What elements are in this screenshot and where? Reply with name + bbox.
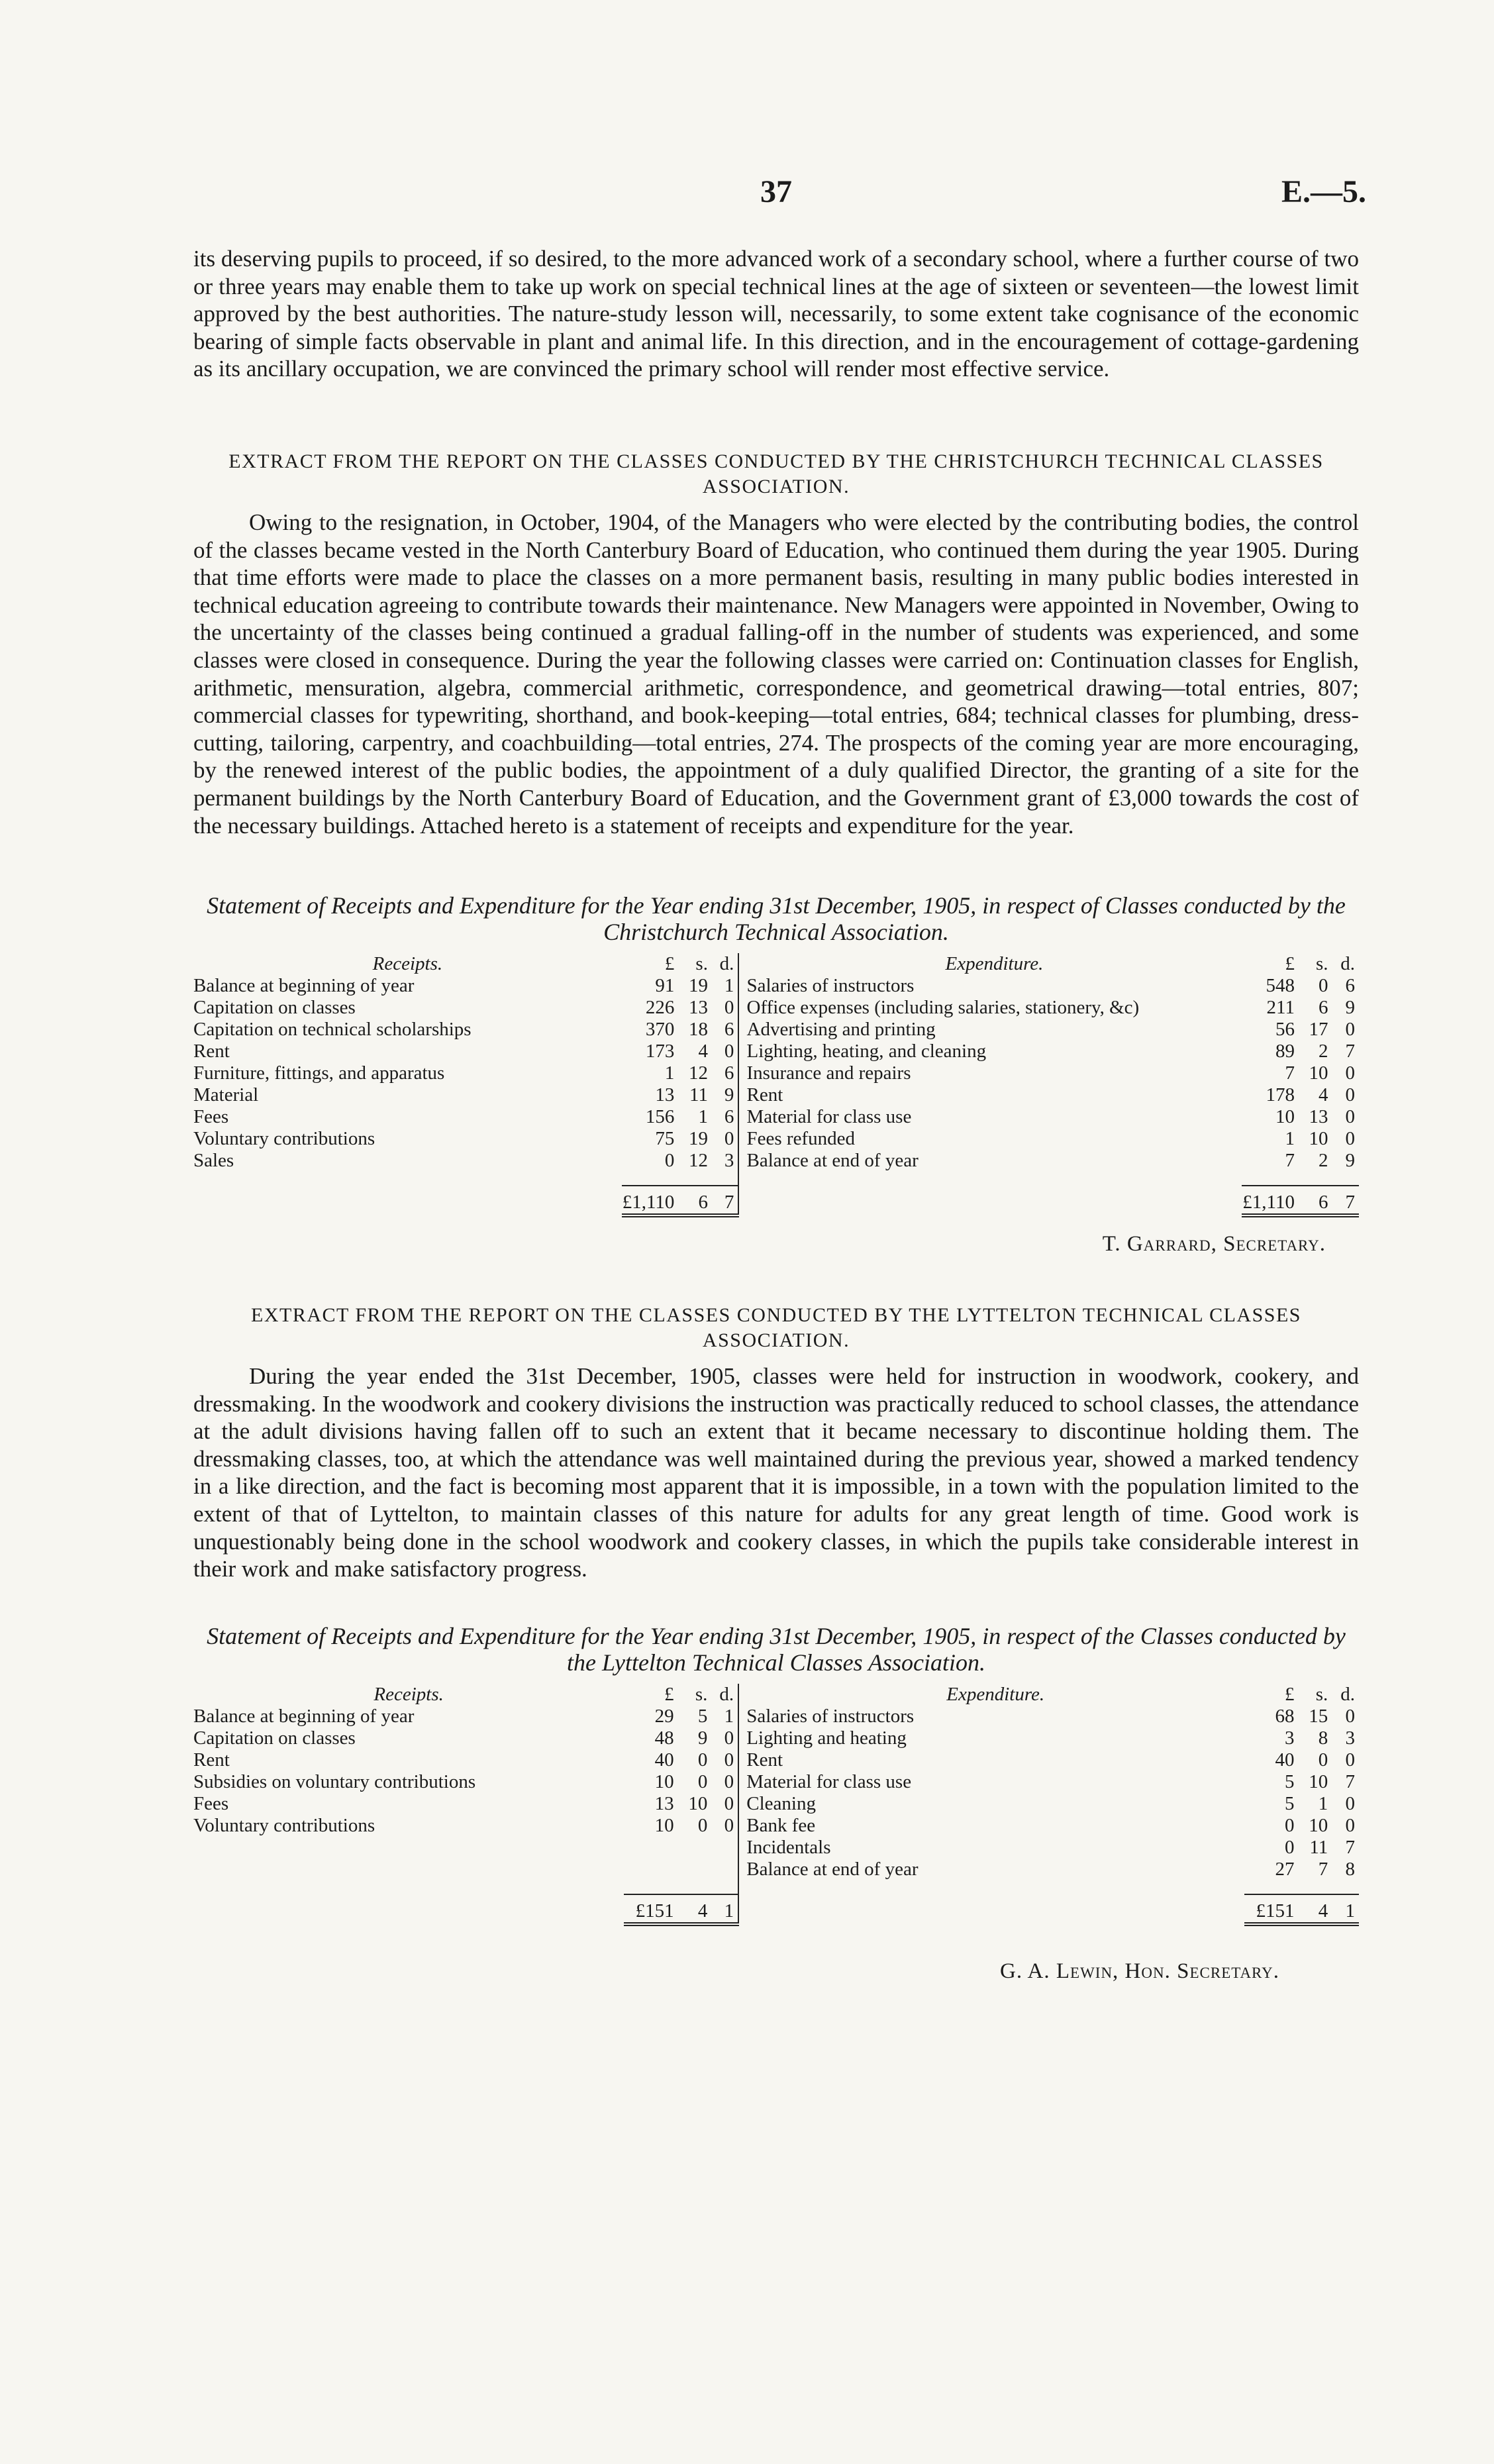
receipt-label: Furniture, fittings, and apparatus xyxy=(193,1062,445,1084)
page-body xyxy=(193,166,1359,1984)
expenditure-label: Salaries of instructors xyxy=(746,975,915,997)
receipt-label: Material xyxy=(193,1084,259,1106)
empty-cell xyxy=(678,1837,712,1859)
receipt-shillings: 12 xyxy=(688,1062,708,1084)
column-separator xyxy=(738,1837,746,1859)
expenditure-total-pence: 7 xyxy=(1332,1186,1359,1215)
receipt-label: Voluntary contributions xyxy=(193,1814,375,1836)
expenditure-total-shillings: 4 xyxy=(1298,1894,1332,1924)
receipt-pounds: 40 xyxy=(654,1749,674,1771)
expenditure-label: Rent xyxy=(746,1084,783,1106)
expenditure-shillings: 6 xyxy=(1319,997,1328,1019)
expenditure-pounds: 68 xyxy=(1275,1705,1295,1727)
receipt-shillings: 18 xyxy=(688,1019,708,1041)
receipt-pence: 0 xyxy=(724,1792,734,1814)
expenditure-pence: 7 xyxy=(1345,1041,1355,1062)
table-row xyxy=(193,1062,1359,1084)
column-separator xyxy=(738,1880,746,1894)
receipt-pence: 0 xyxy=(724,1041,734,1062)
expenditure-label: Cleaning xyxy=(746,1792,816,1814)
expenditure-pounds: 40 xyxy=(1275,1749,1295,1771)
table-row xyxy=(193,1771,1359,1793)
shillings-header: s. xyxy=(1315,953,1328,975)
receipt-pence: 0 xyxy=(724,1128,734,1150)
table-caption-row xyxy=(193,1684,1359,1706)
series-code: E.—5. xyxy=(1281,174,1367,209)
expenditure-label: Lighting, heating, and cleaning xyxy=(746,1041,987,1062)
receipt-pounds: 13 xyxy=(655,1084,675,1106)
expenditure-pounds: 89 xyxy=(1275,1041,1295,1062)
expenditure-shillings: 7 xyxy=(1318,1858,1328,1880)
expenditure-shillings: 0 xyxy=(1319,975,1328,997)
column-separator xyxy=(738,1172,746,1186)
expenditure-label: Material for class use xyxy=(746,1106,912,1128)
expenditure-label: Rent xyxy=(746,1749,783,1771)
expenditure-pence: 7 xyxy=(1345,1771,1355,1792)
receipt-pounds: 226 xyxy=(645,997,675,1019)
receipt-pounds: 1 xyxy=(664,1062,675,1084)
receipt-pounds: 10 xyxy=(654,1814,674,1836)
expenditure-total-pence: 1 xyxy=(1332,1894,1359,1924)
table-row xyxy=(193,1150,1359,1172)
shillings-header: s. xyxy=(695,953,708,975)
expenditure-label: Balance at end of year xyxy=(746,1150,919,1172)
totals-row xyxy=(193,1186,1359,1215)
lyttelton-signatory: G. A. Lewin, Hon. Secretary. xyxy=(1000,1959,1279,1983)
column-separator xyxy=(738,1815,746,1837)
column-separator xyxy=(738,1749,746,1771)
receipts-total-shillings: 4 xyxy=(678,1894,712,1924)
expenditure-label: Advertising and printing xyxy=(746,1019,936,1041)
empty-cell xyxy=(193,1894,624,1924)
spacer-cell xyxy=(193,1172,738,1186)
expenditure-label: Bank fee xyxy=(746,1814,816,1836)
expenditure-pounds: 0 xyxy=(1284,1814,1295,1836)
receipt-pence: 3 xyxy=(724,1150,734,1172)
pounds-header: £ xyxy=(1285,953,1295,975)
lyttelton-statement-title: Statement of Receipts and Expenditure for the Year ending 31st December, 1905, in respect of the Classes conducted by the Lyttelton Technical Classes Association. xyxy=(207,1622,1346,1676)
receipts-total-pence: 7 xyxy=(712,1186,738,1215)
expenditure-label: Salaries of instructors xyxy=(746,1705,915,1727)
expenditure-shillings: 11 xyxy=(1309,1836,1328,1858)
receipt-shillings: 9 xyxy=(697,1727,708,1749)
lyttelton-account-table xyxy=(193,1684,1359,1926)
pence-header: d. xyxy=(719,1683,734,1705)
column-separator xyxy=(738,1062,746,1084)
empty-cell xyxy=(193,1859,624,1880)
table-row xyxy=(193,1837,1359,1859)
column-separator xyxy=(738,1793,746,1815)
expenditure-shillings: 10 xyxy=(1309,1128,1328,1150)
pence-header: d. xyxy=(1340,1683,1355,1705)
spacer-row xyxy=(193,1880,1359,1894)
receipt-label: Sales xyxy=(193,1150,234,1172)
column-separator xyxy=(738,1041,746,1062)
lyttelton-paragraph: During the year ended the 31st December, 1905, classes were held for instruction in woodwork, cookery, and dressmaking. In the woodwork and cookery divisions the instruction was practically reduced to school classes, the attendance at the adult divisions having fallen off to such an extent that it became necessary to discontinue holding them. The dressmaking classes, too, at which the attendance was well maintained during the previous year, showed a marked tendency in a like direction, and the fact is becoming most apparent that it is impossible, in a town with the population limited to the extent of that of Lyttelton, to maintain classes of this nature for adults for any great length of time. Good work is unquestionably being done in the school woodwork and cookery classes, in which the pupils take considerable interest in their work and make satisfactory progress. xyxy=(193,1363,1359,1582)
receipt-pounds: 75 xyxy=(655,1128,675,1150)
table-row xyxy=(193,1041,1359,1062)
receipt-label: Fees xyxy=(193,1106,229,1128)
expenditure-pounds: 178 xyxy=(1266,1084,1295,1106)
receipt-pounds: 370 xyxy=(645,1019,675,1041)
receipt-shillings: 19 xyxy=(688,975,708,997)
receipt-pence: 6 xyxy=(724,1062,734,1084)
receipt-pence: 0 xyxy=(724,1727,734,1749)
intro-paragraph: its deserving pupils to proceed, if so desired, to the more advanced work of a secondary school, where a further course of two or three years may enable them to take up work on special technical lines at the age of sixteen or seventeen—the lowest limit approved by the best authorities. The nature-study lesson will, necessarily, to some extent take cognisance of the economic bearing of simple facts observable in plant and animal life. In this direction, and in the encouragement of cottage-gardening as its ancillary occupation, we are convinced the primary school will render most effective service. xyxy=(193,246,1359,382)
expenditure-label: Fees refunded xyxy=(746,1128,855,1150)
receipt-shillings: 0 xyxy=(697,1814,708,1836)
expenditure-label: Office expenses (including salaries, stationery, &c) xyxy=(746,997,1140,1019)
spacer-row xyxy=(193,1172,1359,1186)
column-separator xyxy=(738,997,746,1019)
expenditure-pence: 9 xyxy=(1345,1150,1355,1172)
receipt-pence: 0 xyxy=(724,1771,734,1792)
receipt-label: Voluntary contributions xyxy=(193,1128,375,1150)
expenditure-shillings: 15 xyxy=(1309,1705,1328,1727)
receipt-pounds: 29 xyxy=(654,1705,674,1727)
table-row xyxy=(193,1749,1359,1771)
lyttelton-rows xyxy=(193,1684,1359,1924)
column-separator xyxy=(738,953,746,975)
expenditure-shillings: 10 xyxy=(1309,1771,1328,1792)
table-row xyxy=(193,1793,1359,1815)
receipt-label: Balance at beginning of year xyxy=(193,1705,415,1727)
table-row xyxy=(193,1727,1359,1749)
spacer-cell xyxy=(747,1172,1360,1186)
receipts-caption: Receipts. xyxy=(372,953,443,975)
expenditure-total-shillings: 6 xyxy=(1299,1186,1332,1215)
expenditure-pence: 0 xyxy=(1345,1084,1355,1106)
receipt-shillings: 10 xyxy=(688,1792,708,1814)
receipt-shillings: 11 xyxy=(689,1084,708,1106)
receipt-pounds: 91 xyxy=(655,975,675,997)
receipt-label: Balance at beginning of year xyxy=(193,975,415,997)
receipt-pence: 1 xyxy=(724,1705,734,1727)
receipts-total-pence: 1 xyxy=(711,1894,738,1924)
empty-cell xyxy=(711,1837,738,1859)
column-separator xyxy=(738,1150,746,1172)
christchurch-signatory: T. Garrard, Secretary. xyxy=(1102,1232,1326,1257)
expenditure-pence: 0 xyxy=(1345,1062,1355,1084)
column-separator xyxy=(738,1727,746,1749)
expenditure-pounds: 7 xyxy=(1285,1150,1295,1172)
expenditure-pounds: 1 xyxy=(1285,1128,1295,1150)
spacer-cell xyxy=(746,1880,1359,1894)
shillings-header: s. xyxy=(1315,1683,1328,1705)
empty-cell xyxy=(747,1186,1242,1215)
pounds-header: £ xyxy=(664,1683,674,1705)
christchurch-account-table xyxy=(193,953,1359,1217)
totals-row xyxy=(193,1894,1359,1924)
pence-header: d. xyxy=(719,953,734,975)
expenditure-total-pounds: £1,110 xyxy=(1242,1186,1299,1215)
expenditure-pence: 0 xyxy=(1345,1019,1355,1041)
table-row xyxy=(193,1128,1359,1150)
expenditure-label: Incidentals xyxy=(746,1836,831,1858)
receipt-shillings: 12 xyxy=(688,1150,708,1172)
receipt-pounds: 13 xyxy=(654,1792,674,1814)
receipt-label: Capitation on technical scholarships xyxy=(193,1019,472,1041)
table-row xyxy=(193,1706,1359,1727)
table-row xyxy=(193,997,1359,1019)
receipt-pounds: 173 xyxy=(645,1041,675,1062)
receipt-pounds: 10 xyxy=(654,1771,674,1792)
column-separator xyxy=(738,1128,746,1150)
receipts-total-shillings: 6 xyxy=(678,1186,712,1215)
expenditure-pounds: 7 xyxy=(1285,1062,1295,1084)
expenditure-label: Insurance and repairs xyxy=(746,1062,911,1084)
column-separator xyxy=(738,1186,746,1215)
expenditure-shillings: 0 xyxy=(1318,1749,1328,1771)
column-separator xyxy=(738,1106,746,1128)
expenditure-pounds: 548 xyxy=(1266,975,1295,997)
receipt-shillings: 4 xyxy=(698,1041,708,1062)
receipt-shillings: 19 xyxy=(688,1128,708,1150)
table-row xyxy=(193,1106,1359,1128)
expenditure-pounds: 5 xyxy=(1284,1792,1295,1814)
expenditure-pounds: 10 xyxy=(1275,1106,1295,1128)
empty-cell xyxy=(193,1837,624,1859)
expenditure-pence: 0 xyxy=(1345,1792,1355,1814)
expenditure-shillings: 2 xyxy=(1319,1150,1328,1172)
expenditure-shillings: 10 xyxy=(1309,1062,1328,1084)
pence-header: d. xyxy=(1340,953,1355,975)
expenditure-pence: 8 xyxy=(1345,1858,1355,1880)
receipt-pence: 1 xyxy=(724,975,734,997)
empty-cell xyxy=(624,1837,677,1859)
column-separator xyxy=(738,975,746,997)
shillings-header: s. xyxy=(695,1683,708,1705)
expenditure-pence: 0 xyxy=(1345,1749,1355,1771)
table-row xyxy=(193,1859,1359,1880)
expenditure-shillings: 2 xyxy=(1319,1041,1328,1062)
receipt-label: Fees xyxy=(193,1792,229,1814)
empty-cell xyxy=(711,1859,738,1880)
page-number: 37 xyxy=(760,174,792,209)
empty-cell xyxy=(624,1859,677,1880)
expenditure-label: Material for class use xyxy=(746,1771,912,1792)
receipt-pence: 6 xyxy=(724,1019,734,1041)
column-separator xyxy=(738,1684,746,1706)
expenditure-pounds: 0 xyxy=(1284,1836,1295,1858)
table-row xyxy=(193,975,1359,997)
pounds-header: £ xyxy=(1284,1683,1295,1705)
spacer-cell xyxy=(193,1880,738,1894)
column-separator xyxy=(738,1894,746,1924)
receipts-total-pounds: £151 xyxy=(624,1894,677,1924)
expenditure-pence: 3 xyxy=(1345,1727,1355,1749)
expenditure-shillings: 8 xyxy=(1318,1727,1328,1749)
receipt-pence: 0 xyxy=(724,1749,734,1771)
column-separator xyxy=(738,1859,746,1880)
expenditure-label: Balance at end of year xyxy=(746,1858,919,1880)
expenditure-caption: Expenditure. xyxy=(945,953,1044,975)
receipt-pence: 0 xyxy=(724,1814,734,1836)
expenditure-shillings: 4 xyxy=(1319,1084,1328,1106)
table-row xyxy=(193,1019,1359,1041)
column-separator xyxy=(738,1084,746,1106)
expenditure-pence: 0 xyxy=(1345,1106,1355,1128)
expenditure-pence: 6 xyxy=(1345,975,1355,997)
expenditure-shillings: 10 xyxy=(1309,1814,1328,1836)
pounds-header: £ xyxy=(664,953,675,975)
receipt-shillings: 5 xyxy=(697,1705,708,1727)
expenditure-pence: 7 xyxy=(1345,1836,1355,1858)
receipt-label: Rent xyxy=(193,1749,230,1771)
expenditure-pounds: 56 xyxy=(1275,1019,1295,1041)
christchurch-section-heading: EXTRACT FROM THE REPORT ON THE CLASSES CONDUCTED BY THE CHRISTCHURCH TECHNICAL CLASSES ASSOCIATION. xyxy=(228,450,1324,497)
receipt-pence: 6 xyxy=(724,1106,734,1128)
christchurch-rows xyxy=(193,953,1359,1215)
expenditure-shillings: 17 xyxy=(1309,1019,1328,1041)
christchurch-statement-title: Statement of Receipts and Expenditure for the Year ending 31st December, 1905, in respect of Classes conducted by the Christchurch Technical Association. xyxy=(207,892,1346,946)
column-separator xyxy=(738,1771,746,1793)
expenditure-pounds: 211 xyxy=(1266,997,1295,1019)
receipt-label: Rent xyxy=(193,1041,230,1062)
empty-cell xyxy=(746,1894,1244,1924)
table-caption-row xyxy=(193,953,1359,975)
lyttelton-section-heading: EXTRACT FROM THE REPORT ON THE CLASSES CONDUCTED BY THE LYTTELTON TECHNICAL CLASSES ASSOCIATION. xyxy=(251,1304,1301,1352)
expenditure-pence: 9 xyxy=(1345,997,1355,1019)
receipt-label: Capitation on classes xyxy=(193,997,356,1019)
receipt-pence: 0 xyxy=(724,997,734,1019)
column-separator xyxy=(738,1019,746,1041)
receipt-shillings: 13 xyxy=(688,997,708,1019)
expenditure-pounds: 3 xyxy=(1284,1727,1295,1749)
receipt-label: Capitation on classes xyxy=(193,1727,356,1749)
receipt-shillings: 1 xyxy=(698,1106,708,1128)
christchurch-paragraph: Owing to the resignation, in October, 1904, of the Managers who were elected by the contributing bodies, the control of the classes became vested in the North Canterbury Board of Education, who continued them during the year 1905. During that time efforts were made to place the classes on a more permanent basis, resulting in many public bodies interested in technical education agreeing to contribute towards their maintenance. New Managers were appointed in November, Owing to the uncertainty of the classes being continued a gradual falling-off in the number of students was experienced, and some classes were closed in consequence. During the year the following classes were carried on: Continuation classes for English, arithmetic, mensuration, algebra, commercial arithmetic, correspondence, and geometrical drawing—total entries, 807; commercial classes for typewriting, shorthand, and book-keeping—total entries, 684; technical classes for plumbing, dress-cutting, tailoring, carpentry, and coachbuilding—total entries, 274. The prospects of the coming year are more encouraging, by the renewed interest of the public bodies, the appointment of a duly qualified Director, the granting of a site for the permanent buildings by the North Canterbury Board of Education, and the Government grant of £3,000 towards the cost of the necessary buildings. Attached hereto is a statement of receipts and expenditure for the year. xyxy=(193,509,1359,839)
receipt-shillings: 0 xyxy=(697,1749,708,1771)
receipts-total-pounds: £1,110 xyxy=(622,1186,679,1215)
receipt-pounds: 0 xyxy=(664,1150,675,1172)
receipt-pounds: 48 xyxy=(654,1727,674,1749)
receipt-pence: 9 xyxy=(724,1084,734,1106)
expenditure-pence: 0 xyxy=(1345,1128,1355,1150)
expenditure-pounds: 27 xyxy=(1275,1858,1295,1880)
empty-cell xyxy=(678,1859,712,1880)
expenditure-shillings: 13 xyxy=(1309,1106,1328,1128)
expenditure-total-pounds: £151 xyxy=(1244,1894,1298,1924)
receipts-caption: Receipts. xyxy=(374,1683,444,1705)
column-separator xyxy=(738,1706,746,1727)
table-row xyxy=(193,1084,1359,1106)
expenditure-shillings: 1 xyxy=(1318,1792,1328,1814)
expenditure-caption: Expenditure. xyxy=(946,1683,1045,1705)
expenditure-label: Lighting and heating xyxy=(746,1727,907,1749)
receipt-shillings: 0 xyxy=(697,1771,708,1792)
receipt-pounds: 156 xyxy=(645,1106,675,1128)
receipt-label: Subsidies on voluntary contributions xyxy=(193,1771,476,1792)
expenditure-pounds: 5 xyxy=(1284,1771,1295,1792)
table-row xyxy=(193,1815,1359,1837)
empty-cell xyxy=(193,1186,622,1215)
expenditure-pence: 0 xyxy=(1345,1814,1355,1836)
expenditure-pence: 0 xyxy=(1345,1705,1355,1727)
